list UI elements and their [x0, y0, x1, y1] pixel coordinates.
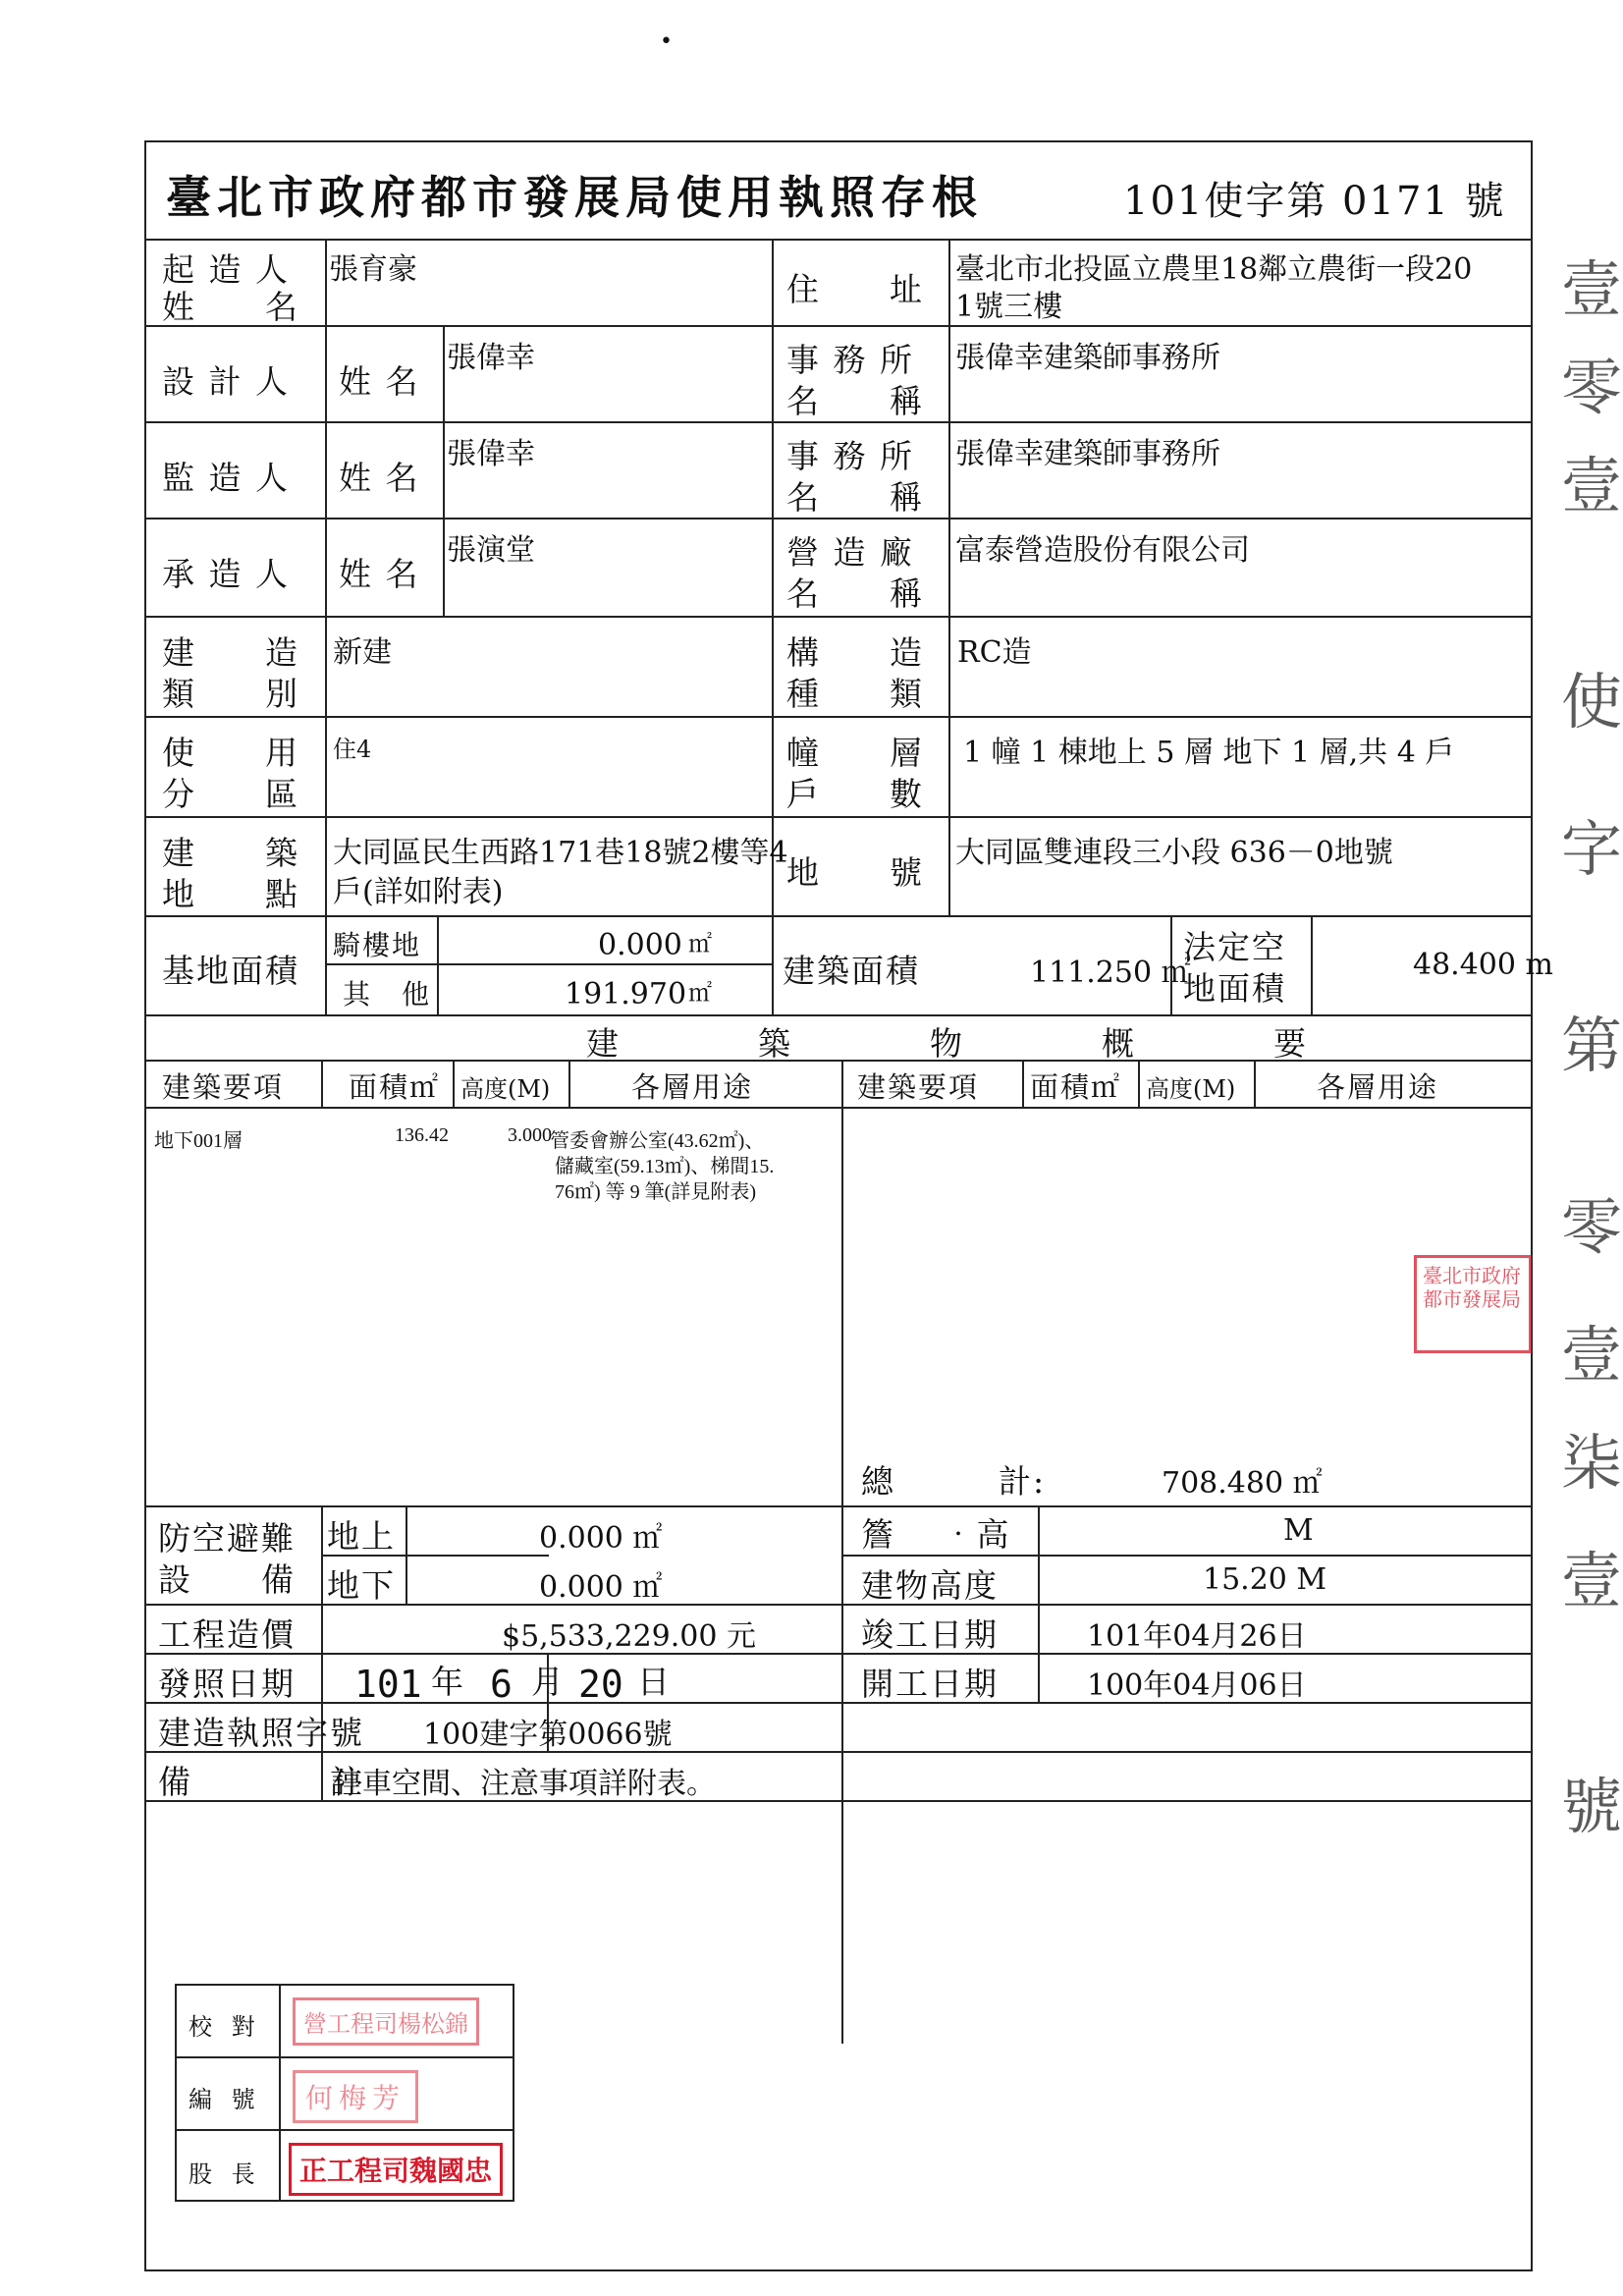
contractor-firm: 富泰營造股份有限公司: [955, 533, 1250, 568]
margin-char: 零: [1561, 352, 1623, 423]
floor-item: 地下001層: [154, 1130, 243, 1152]
section-chief-label: 股 長: [189, 2160, 261, 2188]
contractor-firm-label-a: 營 造 廠: [786, 533, 914, 572]
permit-label: 建造執照字號: [158, 1714, 364, 1752]
issue-day-unit: 日: [637, 1663, 672, 1701]
building-height: 15.20 M: [1203, 1562, 1327, 1597]
total-area: 708.480 ㎡: [1162, 1466, 1323, 1501]
location-line1: 大同區民生西路171巷18號2樓等4: [333, 836, 788, 870]
designer-office: 張偉幸建築師事務所: [955, 341, 1220, 375]
contractor-label: 承 造 人: [162, 555, 290, 593]
issue-year: 101: [354, 1663, 422, 1706]
height-label: 建物高度: [861, 1566, 999, 1605]
col-height-right: 高度(M): [1146, 1075, 1236, 1103]
remarks-label: 備 註: [158, 1763, 364, 1801]
col-area-right: 面積㎡: [1030, 1070, 1122, 1104]
other-area: 191.970: [565, 977, 687, 1011]
owner-address-line1: 臺北市北投區立農里18鄰立農街一段20: [955, 252, 1473, 287]
shelter-below: 0.000 ㎡: [539, 1570, 663, 1605]
number-stamp: 何梅芳: [293, 2070, 418, 2123]
contractor-name: 張演堂: [447, 533, 535, 568]
remarks: 停車空間、注意事項詳附表。: [333, 1767, 716, 1801]
start-date: 100年04月06日: [1087, 1668, 1307, 1703]
official-seal: [1414, 1255, 1532, 1353]
floor-use-line2: 儲藏室(59.13㎡)、梯間15.: [555, 1156, 775, 1177]
lot-number: 大同區雙連段三小段 636－0地號: [955, 836, 1393, 870]
zoning: 住4: [333, 736, 372, 763]
col-use-left: 各層用途: [631, 1070, 754, 1104]
designer-name-label: 姓 名: [339, 362, 420, 401]
owner-address-line2: 1號三樓: [955, 290, 1063, 324]
lot-label: 地 號: [786, 853, 924, 892]
open-space-label-a: 法定空: [1183, 928, 1286, 966]
arcade-label: 騎樓地: [333, 929, 422, 961]
build-type-label-a: 建 造: [162, 633, 299, 672]
margin-char: 柒: [1561, 1427, 1623, 1499]
site-area-label: 基地面積: [162, 952, 299, 990]
col-item-right: 建築要項: [857, 1070, 980, 1104]
supervisor-label: 監 造 人: [162, 459, 290, 497]
col-use-right: 各層用途: [1317, 1070, 1439, 1104]
col-height-left: 高度(M): [460, 1075, 551, 1103]
building-area: 111.250 ㎡: [1030, 956, 1191, 990]
section-chief-stamp: 正工程司魏國忠: [289, 2143, 503, 2196]
supervisor-office-label-a: 事 務 所: [786, 437, 914, 475]
completion-label: 竣工日期: [861, 1615, 999, 1654]
eaves-height: M: [1283, 1513, 1314, 1548]
permit-number: 101使字第 0171 號: [1123, 179, 1506, 224]
permit-form: [144, 140, 1553, 2271]
designer-office-label-a: 事 務 所: [786, 341, 914, 379]
other-area-label: 其 他: [343, 978, 432, 1011]
issue-year-unit: 年: [431, 1663, 465, 1701]
issue-month-unit: 月: [531, 1663, 566, 1701]
supervisor-office-label-b: 名 稱: [786, 478, 924, 517]
margin-char: 第: [1561, 1010, 1623, 1081]
floors-label-b: 戶 數: [786, 775, 924, 813]
total-label: 總 計:: [861, 1462, 1047, 1501]
structure: RC造: [957, 635, 1032, 670]
build-type-label-b: 類 別: [162, 675, 299, 713]
supervisor-office: 張偉幸建築師事務所: [955, 437, 1220, 471]
structure-label-b: 種 類: [786, 675, 924, 713]
owner-name-label: 姓 名: [162, 288, 299, 326]
owner-name: 張育豪: [329, 252, 417, 287]
shelter-label-b: 設 備: [158, 1560, 296, 1599]
shelter-below-label: 地下: [327, 1566, 396, 1605]
margin-char: 壹: [1561, 253, 1623, 325]
zoning-label-b: 分 區: [162, 775, 299, 813]
completion-date: 101年04月26日: [1087, 1619, 1307, 1654]
address-label: 住 址: [786, 270, 924, 308]
owner-label: 起 造 人: [162, 250, 290, 289]
signoff-box: [175, 1984, 514, 2202]
location-label-a: 建 築: [162, 834, 299, 872]
construction-permit-no: 100建字第0066號: [423, 1718, 673, 1752]
ink-dot: •: [660, 29, 673, 54]
designer-name: 張偉幸: [447, 341, 535, 375]
open-space-label-b: 地面積: [1183, 969, 1286, 1008]
zoning-label-a: 使 用: [162, 734, 299, 772]
issue-day: 20: [578, 1663, 623, 1706]
floors-label-a: 幢 層: [786, 734, 924, 772]
arcade-area: 0.000: [598, 928, 682, 962]
margin-char: 使: [1561, 666, 1623, 738]
start-label: 開工日期: [861, 1665, 999, 1703]
supervisor-name-label: 姓 名: [339, 459, 420, 497]
margin-char: 壹: [1561, 1545, 1623, 1616]
col-area-left: 面積㎡: [349, 1070, 441, 1104]
margin-char: 壹: [1561, 450, 1623, 521]
margin-char: 零: [1561, 1191, 1623, 1263]
floors-units: 1 幢 1 棟地上 5 層 地下 1 層,共 4 戶: [963, 736, 1455, 770]
proofread-stamp: 營工程司楊松錦: [293, 1997, 479, 2046]
other-unit: ㎡: [688, 979, 712, 1007]
issue-label: 發照日期: [158, 1665, 296, 1703]
margin-char: 號: [1561, 1771, 1623, 1842]
summary-header: 建 築 物 概 要: [586, 1024, 1308, 1063]
floor-height: 3.000: [508, 1124, 552, 1146]
designer-label: 設 計 人: [162, 362, 290, 401]
number-label: 編 號: [189, 2086, 261, 2113]
col-item-left: 建築要項: [162, 1070, 285, 1104]
floor-use-line1: 管委會辦公室(43.62㎡)、: [550, 1130, 765, 1152]
designer-office-label-b: 名 稱: [786, 382, 924, 420]
shelter-above: 0.000 ㎡: [539, 1521, 663, 1556]
location-label-b: 地 點: [162, 875, 299, 913]
building-area-label: 建築面積: [783, 952, 920, 990]
proofread-label: 校 對: [189, 2013, 261, 2041]
issue-month: 6: [490, 1663, 513, 1706]
arcade-unit: ㎡: [688, 930, 712, 957]
floor-use-line3: 76㎡) 等 9 筆(詳見附表): [555, 1181, 756, 1203]
eaves-label: 簷 ‧高: [861, 1515, 1011, 1554]
form-title: 臺北市政府都市發展局使用執照存根: [166, 171, 983, 224]
shelter-above-label: 地上: [327, 1517, 396, 1556]
supervisor-name: 張偉幸: [447, 437, 535, 471]
contractor-name-label: 姓 名: [339, 555, 420, 593]
build-type: 新建: [333, 635, 392, 670]
margin-char: 壹: [1561, 1319, 1623, 1391]
contractor-firm-label-b: 名 稱: [786, 574, 924, 613]
construction-cost: $5,533,229.00 元: [502, 1619, 757, 1654]
location-line2: 戶(詳如附表): [333, 875, 504, 909]
margin-char: 字: [1561, 813, 1623, 885]
shelter-label-a: 防空避難: [158, 1519, 296, 1558]
seal-text: 臺北市政府都市發展局: [1423, 1264, 1521, 1311]
floor-area: 136.42: [395, 1124, 449, 1146]
cost-label: 工程造價: [158, 1615, 296, 1654]
structure-label-a: 構 造: [786, 633, 924, 672]
open-space-area: 48.400 m: [1413, 948, 1553, 982]
